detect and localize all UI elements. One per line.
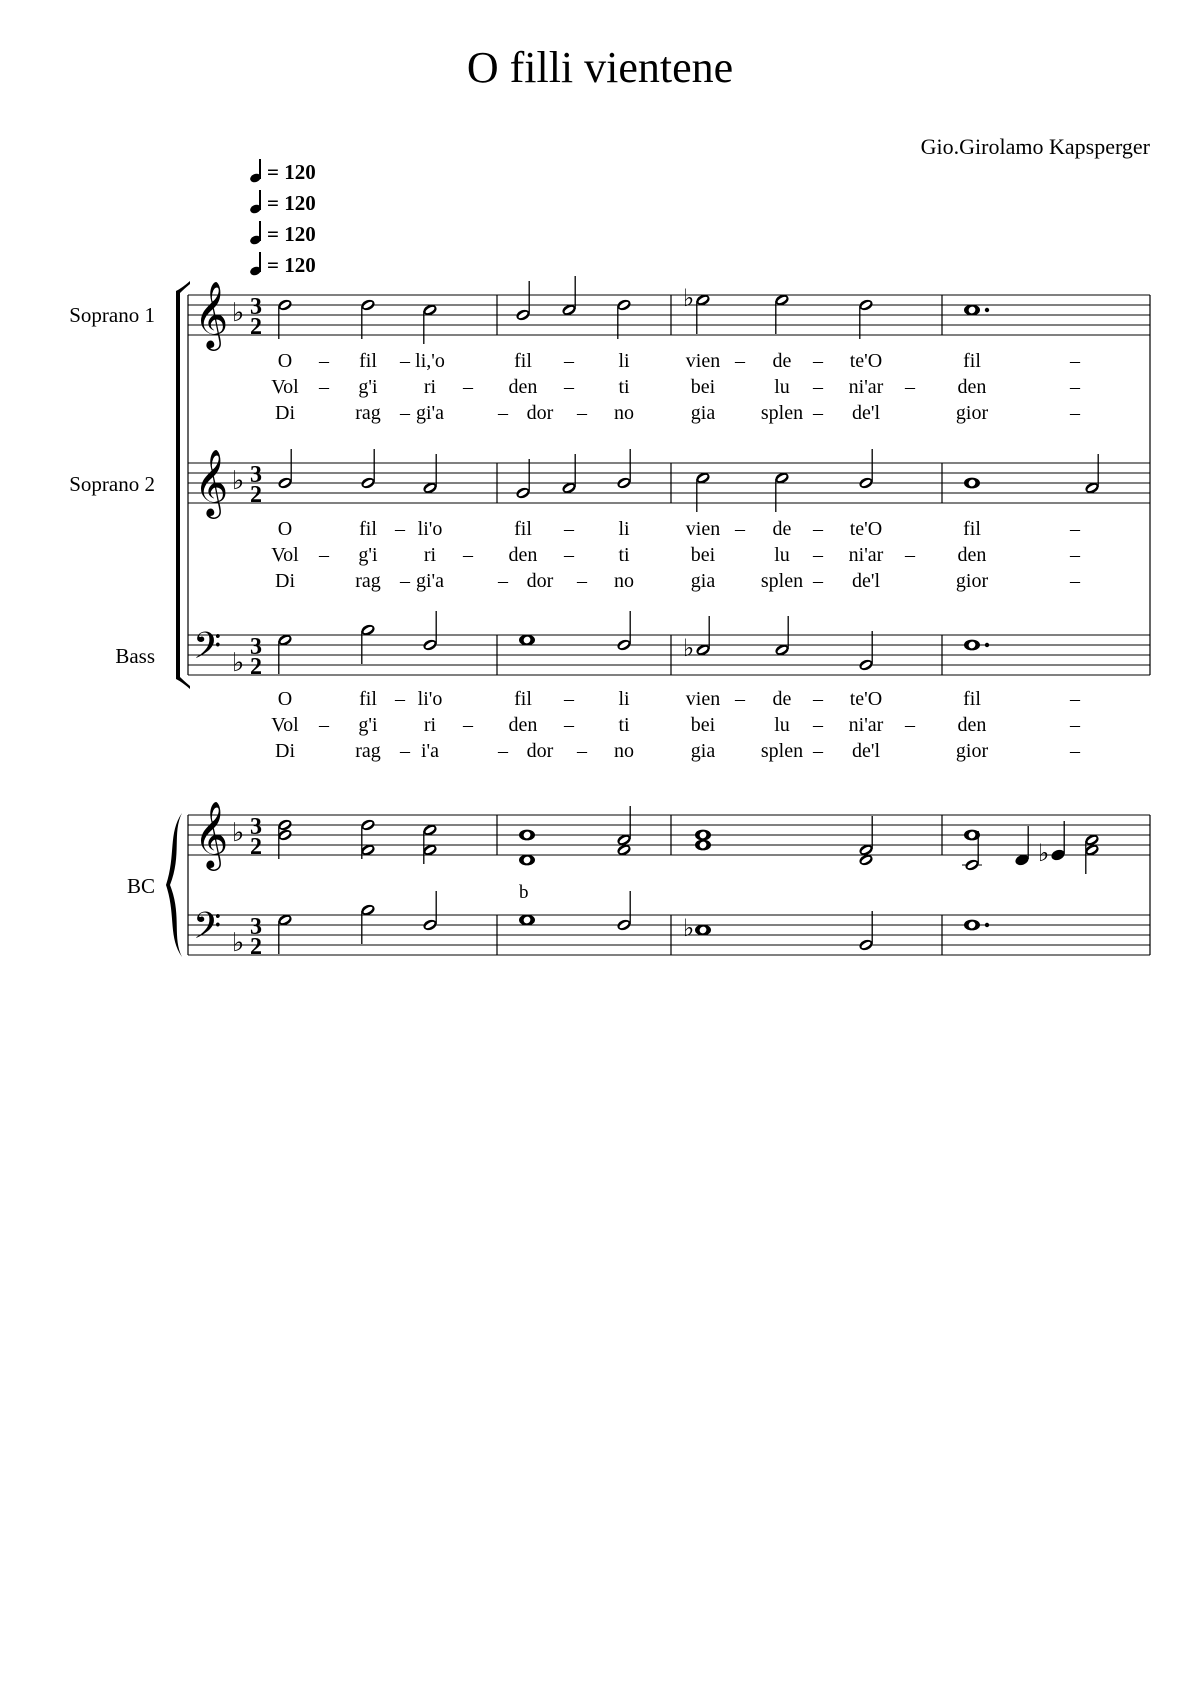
lyric-syllable: Di [275, 402, 295, 424]
whole-note [695, 830, 711, 841]
lyric-syllable: den [957, 714, 987, 736]
half-note [277, 913, 293, 954]
half-note [616, 806, 632, 847]
lyric-syllable: te'O [849, 518, 883, 540]
half-note [422, 823, 438, 864]
lyric-syllable: ri [423, 376, 437, 398]
lyric-syllable: den [508, 376, 538, 398]
lyric-hyphen: – [577, 570, 587, 592]
lyric-syllable: de'l [851, 570, 881, 592]
flat-icon: ♭ [683, 284, 695, 312]
lyric-hyphen: – [564, 714, 574, 736]
whole-note [519, 635, 535, 646]
half-note [515, 459, 531, 500]
half-note [360, 449, 376, 490]
lyric-hyphen: – [905, 714, 915, 736]
half-note [561, 454, 577, 495]
lyric-syllable: ni'ar [848, 376, 884, 398]
lyric-syllable: fil [359, 518, 377, 540]
lyric-syllable: fil [359, 350, 377, 372]
half-note [616, 891, 632, 932]
instrument-label-soprano1: Soprano 1 [69, 303, 155, 327]
lyric-hyphen: – [1070, 688, 1080, 710]
lyric-syllable: no [614, 740, 634, 762]
lyric-hyphen: – [905, 544, 915, 566]
lyric-syllable: Vol [271, 376, 299, 398]
lyric-syllable: splen [760, 570, 804, 592]
lyric-syllable: gia [690, 570, 716, 592]
lyric-syllable: ti [618, 544, 630, 566]
whole-note [695, 840, 711, 851]
half-note [561, 276, 577, 317]
whole-note [519, 830, 535, 841]
lyric-syllable: ti [618, 376, 630, 398]
dot [985, 923, 989, 927]
instrument-label-bass: Bass [115, 644, 155, 668]
lyric-syllable: rag [355, 402, 381, 424]
lyric-syllable: dor [526, 402, 554, 424]
treble-clef-icon: 𝄞 [194, 800, 229, 868]
lyric-hyphen: – [1070, 376, 1080, 398]
staff [188, 905, 1150, 960]
lyric-syllable: g'i [358, 376, 378, 398]
whole-note [964, 478, 980, 489]
whole-note [964, 305, 989, 316]
lyric-syllable: fil [963, 688, 981, 710]
lyric-hyphen: – [395, 518, 405, 540]
instrument-label-bc: BC [126, 874, 155, 898]
lyric-syllable: li,'o [415, 350, 445, 372]
lyric-hyphen: – [577, 402, 587, 424]
lyric-hyphen: – [463, 714, 473, 736]
half-note [858, 816, 874, 857]
half-note [422, 611, 438, 652]
score-title: O filli vientene [466, 43, 734, 92]
half-note [683, 284, 711, 334]
lyric-hyphen: – [463, 376, 473, 398]
lyric-syllable: Di [275, 570, 295, 592]
half-note [422, 303, 438, 344]
half-note [858, 449, 874, 490]
lyric-syllable: ri [423, 544, 437, 566]
tempo-value: = 120 [267, 222, 316, 246]
lyric-hyphen: – [564, 350, 574, 372]
half-note [360, 903, 376, 944]
whole-note [964, 640, 989, 651]
lyric-syllable: lu [774, 714, 790, 736]
lyric-syllable: de [772, 350, 792, 372]
tempo-value: = 120 [267, 191, 316, 215]
half-note [695, 471, 711, 512]
lyric-syllable: vien [685, 688, 721, 710]
half-note [277, 449, 293, 490]
lyric-syllable: fil [514, 688, 532, 710]
lyric-syllable: bei [690, 544, 716, 566]
brace-icon [166, 813, 182, 957]
half-note [360, 298, 376, 339]
time-signature-top: 3 [250, 294, 262, 320]
staff [188, 625, 1150, 680]
time-signature-top: 3 [250, 634, 262, 660]
lyric-syllable: lu [774, 544, 790, 566]
time-signature-bottom: 2 [250, 834, 262, 860]
lyric-syllable: O [277, 688, 293, 710]
lyric-syllable: ni'ar [848, 714, 884, 736]
lyric-hyphen: – [319, 376, 329, 398]
whole-note [519, 915, 535, 926]
lyric-syllable: de'l [851, 740, 881, 762]
lyric-hyphen: – [564, 544, 574, 566]
instrument-label-soprano2: Soprano 2 [69, 472, 155, 496]
lyric-hyphen: – [319, 350, 329, 372]
time-signature-bottom: 2 [250, 654, 262, 680]
bracket-top-hook [176, 281, 190, 293]
lyric-hyphen: – [564, 518, 574, 540]
lyric-hyphen: – [813, 376, 823, 398]
flat-icon: ♭ [232, 928, 245, 958]
lyric-syllable: gior [955, 402, 989, 424]
time-signature-top: 3 [250, 914, 262, 940]
composer-name: Gio.Girolamo Kapsperger [920, 134, 1150, 159]
bass-clef-icon: 𝄢 [193, 625, 222, 676]
bass-clef-icon: 𝄢 [193, 905, 222, 956]
lyric-syllable: O [277, 350, 293, 372]
lyric-hyphen: – [564, 688, 574, 710]
lyric-syllable: Vol [271, 544, 299, 566]
lyric-syllable: den [957, 544, 987, 566]
lyric-syllable: den [508, 714, 538, 736]
half-note [616, 298, 632, 339]
half-note [858, 911, 874, 952]
lyric-syllable: fil [963, 518, 981, 540]
lyric-syllable: fil [514, 518, 532, 540]
lyric-hyphen: – [813, 402, 823, 424]
lyric-syllable: fil [514, 350, 532, 372]
lyric-hyphen: – [813, 570, 823, 592]
half-note [277, 298, 293, 339]
lyric-hyphen: – [498, 740, 508, 762]
half-note [360, 623, 376, 664]
lyric-hyphen: – [400, 350, 410, 372]
lyric-hyphen: – [1070, 402, 1080, 424]
lyric-syllable: de'l [851, 402, 881, 424]
lyric-syllable: li'o [417, 518, 443, 540]
lyric-hyphen: – [735, 350, 745, 372]
lyric-hyphen: – [400, 402, 410, 424]
lyric-syllable: splen [760, 402, 804, 424]
lyric-syllable: Di [275, 740, 295, 762]
lyric-hyphen: – [813, 688, 823, 710]
flat-icon: ♭ [683, 914, 695, 942]
lyric-syllable: vien [685, 518, 721, 540]
lyric-hyphen: – [463, 544, 473, 566]
lyric-syllable: g'i [358, 544, 378, 566]
lyric-hyphen: – [1070, 518, 1080, 540]
time-signature-top: 3 [250, 462, 262, 488]
lyric-hyphen: – [813, 544, 823, 566]
staff [188, 800, 1150, 871]
lyric-syllable: O [277, 518, 293, 540]
lyric-syllable: no [614, 402, 634, 424]
bracket-bottom-hook [176, 677, 190, 689]
half-note [616, 449, 632, 490]
flat-icon: ♭ [1038, 839, 1050, 867]
lyric-hyphen: – [813, 714, 823, 736]
half-note [422, 891, 438, 932]
treble-clef-icon: 𝄞 [194, 280, 229, 348]
lyric-syllable: splen [760, 740, 804, 762]
lyric-hyphen: – [498, 402, 508, 424]
lyric-hyphen: – [813, 740, 823, 762]
dot [985, 643, 989, 647]
lyric-syllable: fil [359, 688, 377, 710]
lyric-hyphen: – [813, 518, 823, 540]
half-note [277, 633, 293, 674]
lyric-hyphen: – [400, 570, 410, 592]
lyric-syllable: gi'a [415, 402, 445, 424]
lyric-hyphen: – [905, 376, 915, 398]
group-bracket [176, 291, 180, 679]
quarter-note [1014, 826, 1030, 867]
staff [188, 280, 1150, 351]
lyric-syllable: gior [955, 570, 989, 592]
half-note [774, 293, 790, 334]
lyric-hyphen: – [1070, 714, 1080, 736]
lyric-syllable: den [957, 376, 987, 398]
lyric-syllable: Vol [271, 714, 299, 736]
tempo-value: = 120 [267, 253, 316, 277]
lyric-syllable: de [772, 518, 792, 540]
lyric-syllable: gia [690, 740, 716, 762]
lyric-hyphen: – [498, 570, 508, 592]
time-signature-top: 3 [250, 814, 262, 840]
lyric-syllable: bei [690, 714, 716, 736]
lyric-syllable: i'a [420, 740, 440, 762]
whole-note [519, 855, 535, 866]
tempo-value: = 120 [267, 160, 316, 184]
lyric-hyphen: – [813, 350, 823, 372]
quarter-note [1038, 821, 1066, 867]
lyric-hyphen: – [319, 714, 329, 736]
half-note [1084, 454, 1100, 495]
flat-icon: ♭ [232, 298, 245, 328]
half-note [616, 611, 632, 652]
lyric-hyphen: – [1070, 544, 1080, 566]
time-signature-bottom: 2 [250, 482, 262, 508]
lyric-syllable: rag [355, 740, 381, 762]
lyric-syllable: ri [423, 714, 437, 736]
lyric-syllable: te'O [849, 688, 883, 710]
whole-note [683, 914, 711, 942]
half-note [774, 471, 790, 512]
lyric-syllable: li [618, 688, 630, 710]
dot [985, 308, 989, 312]
lyric-syllable: bei [690, 376, 716, 398]
treble-clef-icon: 𝄞 [194, 448, 229, 516]
lyric-hyphen: – [577, 740, 587, 762]
lyric-syllable: rag [355, 570, 381, 592]
lyric-syllable: lu [774, 376, 790, 398]
half-note [515, 281, 531, 322]
lyric-syllable: den [508, 544, 538, 566]
half-note [422, 454, 438, 495]
lyric-hyphen: – [1070, 350, 1080, 372]
flat-icon: ♭ [232, 818, 245, 848]
lyric-syllable: no [614, 570, 634, 592]
staff [188, 448, 1150, 519]
time-signature-bottom: 2 [250, 934, 262, 960]
lyric-syllable: dor [526, 570, 554, 592]
flat-icon: ♭ [232, 648, 245, 678]
lyric-hyphen: – [319, 544, 329, 566]
lyric-syllable: li [618, 350, 630, 372]
lyric-syllable: li'o [417, 688, 443, 710]
lyric-hyphen: – [564, 376, 574, 398]
lyric-hyphen: – [1070, 740, 1080, 762]
figured-bass-flat: b [519, 882, 529, 903]
lyric-hyphen: – [735, 518, 745, 540]
lyric-syllable: g'i [358, 714, 378, 736]
lyric-syllable: gia [690, 402, 716, 424]
lyric-hyphen: – [395, 688, 405, 710]
half-note [858, 631, 874, 672]
whole-note [964, 920, 989, 931]
lyric-syllable: gi'a [415, 570, 445, 592]
lyric-hyphen: – [1070, 570, 1080, 592]
lyric-syllable: gior [955, 740, 989, 762]
lyric-syllable: li [618, 518, 630, 540]
lyric-syllable: ti [618, 714, 630, 736]
lyric-syllable: te'O [849, 350, 883, 372]
lyric-syllable: ni'ar [848, 544, 884, 566]
half-note [774, 616, 790, 657]
lyric-syllable: de [772, 688, 792, 710]
flat-icon: ♭ [232, 466, 245, 496]
half-note [858, 298, 874, 339]
lyric-hyphen: – [735, 688, 745, 710]
flat-icon: ♭ [683, 634, 695, 662]
time-signature-bottom: 2 [250, 314, 262, 340]
lyric-syllable: dor [526, 740, 554, 762]
lyric-syllable: fil [963, 350, 981, 372]
lyric-syllable: vien [685, 350, 721, 372]
lyric-hyphen: – [400, 740, 410, 762]
